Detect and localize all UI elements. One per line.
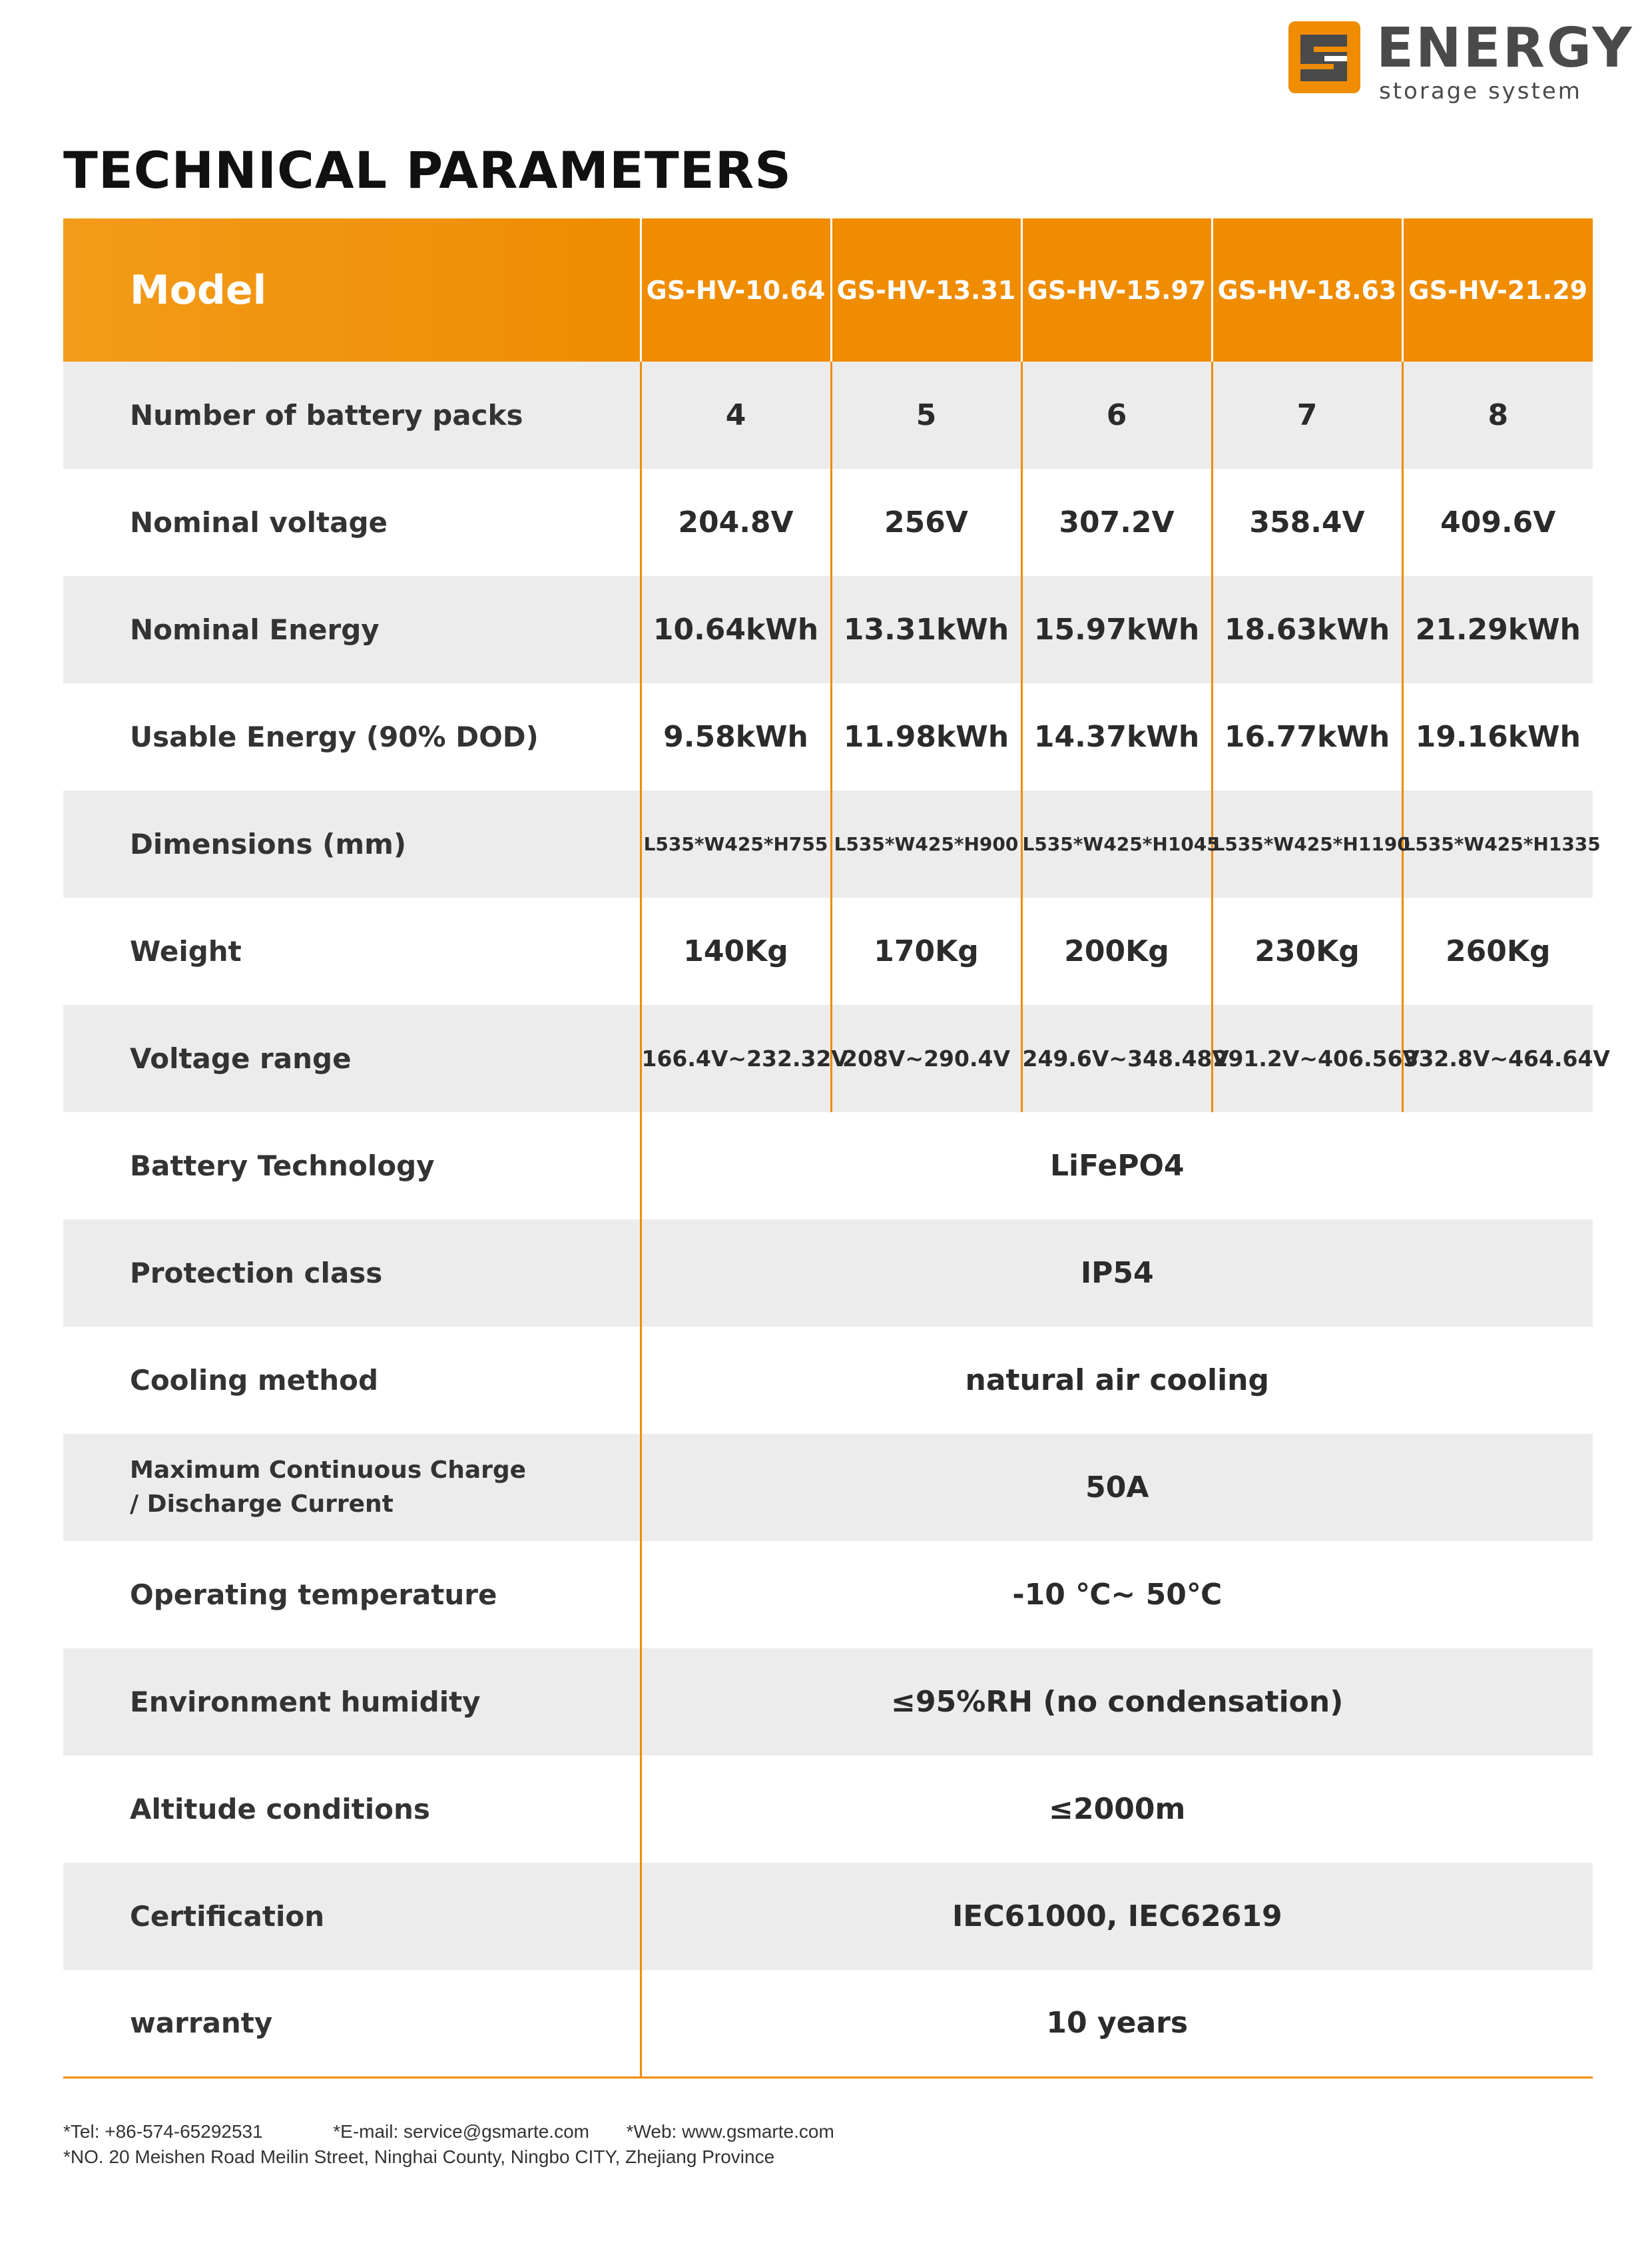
row-label: Operating temperature xyxy=(130,1578,497,1611)
brand-logo xyxy=(1288,17,1634,105)
model-header: GS-HV-18.63 xyxy=(1212,218,1402,362)
table-cell: 409.6V xyxy=(1402,469,1593,576)
row-label: Cooling method xyxy=(130,1364,379,1397)
table-row xyxy=(63,791,1593,898)
table-cell: 50A xyxy=(641,1434,1593,1541)
row-label: Usable Energy (90% DOD) xyxy=(130,721,539,753)
table-cell: 7 xyxy=(1212,362,1402,469)
brand-name: ENERGY xyxy=(1376,17,1634,80)
footer-address: *NO. 20 Meishen Road Meilin Street, Ninghai County, Ningbo CITY, Zhejiang Province xyxy=(63,2146,775,2167)
table-row xyxy=(63,1863,1593,1970)
table-cell: ≤2000m xyxy=(641,1756,1593,1863)
table-cell: 291.2V~406.56V xyxy=(1212,1005,1402,1112)
row-label: Dimensions (mm) xyxy=(130,828,407,860)
table-row xyxy=(63,469,1593,576)
footer-web: *Web: www.gsmarte.com xyxy=(626,2121,834,2142)
table-row xyxy=(63,362,1593,469)
table-row xyxy=(63,683,1593,791)
row-label: Protection class xyxy=(130,1257,383,1289)
table-cell: 256V xyxy=(831,469,1021,576)
table-cell: natural air cooling xyxy=(641,1327,1593,1434)
table-row xyxy=(63,1005,1593,1112)
table-cell: 9.58kWh xyxy=(641,683,831,791)
table-cell: 358.4V xyxy=(1212,469,1402,576)
model-header: GS-HV-10.64 xyxy=(641,218,831,362)
row-label: Voltage range xyxy=(130,1042,352,1075)
table-cell: -10 ℃~ 50℃ xyxy=(641,1541,1593,1648)
row-label: Certification xyxy=(130,1900,325,1933)
table-cell: 307.2V xyxy=(1021,469,1212,576)
table-cell: 140Kg xyxy=(641,898,831,1005)
table-cell: 19.16kWh xyxy=(1402,683,1593,791)
model-header: GS-HV-21.29 xyxy=(1402,218,1593,362)
row-label: Weight xyxy=(130,935,242,968)
table-cell: 16.77kWh xyxy=(1212,683,1402,791)
table-cell: 5 xyxy=(831,362,1021,469)
table-cell: 15.97kWh xyxy=(1021,576,1212,683)
brand-tagline: storage system xyxy=(1379,78,1582,105)
table-cell: 170Kg xyxy=(831,898,1021,1005)
header-label: Model xyxy=(63,218,641,362)
footer-email: *E-mail: service@gsmarte.com xyxy=(333,2121,589,2142)
model-header: GS-HV-13.31 xyxy=(831,218,1021,362)
table-cell: ≤95%RH (no condensation) xyxy=(641,1648,1593,1756)
model-header: GS-HV-15.97 xyxy=(1021,218,1212,362)
page-title: TECHNICAL PARAMETERS xyxy=(63,141,792,200)
table-cell: 6 xyxy=(1021,362,1212,469)
table-cell: L535*W425*H1335 xyxy=(1402,791,1593,898)
row-label: Battery Technology xyxy=(130,1149,435,1182)
row-label: Nominal voltage xyxy=(130,506,388,539)
row-label-line: Maximum Continuous Charge xyxy=(130,1456,527,1484)
table-cell: 166.4V~232.32V xyxy=(641,1005,831,1112)
table-row xyxy=(63,1327,1593,1434)
footer-contact-line xyxy=(63,2119,834,2144)
table-cell: 10.64kWh xyxy=(641,576,831,683)
row-label: Nominal Energy xyxy=(130,613,380,646)
table-cell: L535*W425*H1045 xyxy=(1021,791,1212,898)
table-cell: L535*W425*H755 xyxy=(641,791,831,898)
logo-mark-icon xyxy=(1288,21,1360,93)
table-cell: 204.8V xyxy=(641,469,831,576)
table-cell: 208V~290.4V xyxy=(831,1005,1021,1112)
table-row xyxy=(63,1648,1593,1756)
table-row xyxy=(63,1541,1593,1648)
row-label: Altitude conditions xyxy=(130,1793,430,1825)
spec-table xyxy=(63,218,1610,2079)
table-cell: 4 xyxy=(641,362,831,469)
table-cell: L535*W425*H1190 xyxy=(1212,791,1402,898)
table-cell: IP54 xyxy=(641,1219,1593,1327)
header-row xyxy=(63,218,1593,362)
table-cell: 260Kg xyxy=(1402,898,1593,1005)
table-cell: 332.8V~464.64V xyxy=(1402,1005,1593,1112)
footer-tel: *Tel: +86-574-65292531 xyxy=(63,2121,263,2142)
table-cell: 13.31kWh xyxy=(831,576,1021,683)
table-cell: 18.63kWh xyxy=(1212,576,1402,683)
table-row xyxy=(63,576,1593,683)
table-row xyxy=(63,1434,1593,1541)
table-cell: L535*W425*H900 xyxy=(831,791,1021,898)
table-cell: 10 years xyxy=(641,1970,1593,2077)
row-label-line: / Discharge Current xyxy=(130,1490,394,1518)
table-cell: 230Kg xyxy=(1212,898,1402,1005)
table-cell: 249.6V~348.48V xyxy=(1021,1005,1212,1112)
table-row xyxy=(63,1219,1593,1327)
table-row xyxy=(63,1756,1593,1863)
row-label: Environment humidity xyxy=(130,1686,481,1718)
table-cell: 8 xyxy=(1402,362,1593,469)
row-label: Number of battery packs xyxy=(130,399,523,432)
table-row xyxy=(63,1112,1593,1219)
table-cell: LiFePO4 xyxy=(641,1112,1593,1219)
table-cell: IEC61000, IEC62619 xyxy=(641,1863,1593,1970)
table-cell: 14.37kWh xyxy=(1021,683,1212,791)
table-row xyxy=(63,1970,1593,2077)
table-cell: 21.29kWh xyxy=(1402,576,1593,683)
row-label: warranty xyxy=(130,2007,273,2040)
table-cell: 200Kg xyxy=(1021,898,1212,1005)
footer xyxy=(63,2119,834,2170)
table-cell: 11.98kWh xyxy=(831,683,1021,791)
table-row xyxy=(63,898,1593,1005)
row-label xyxy=(63,1434,641,1541)
